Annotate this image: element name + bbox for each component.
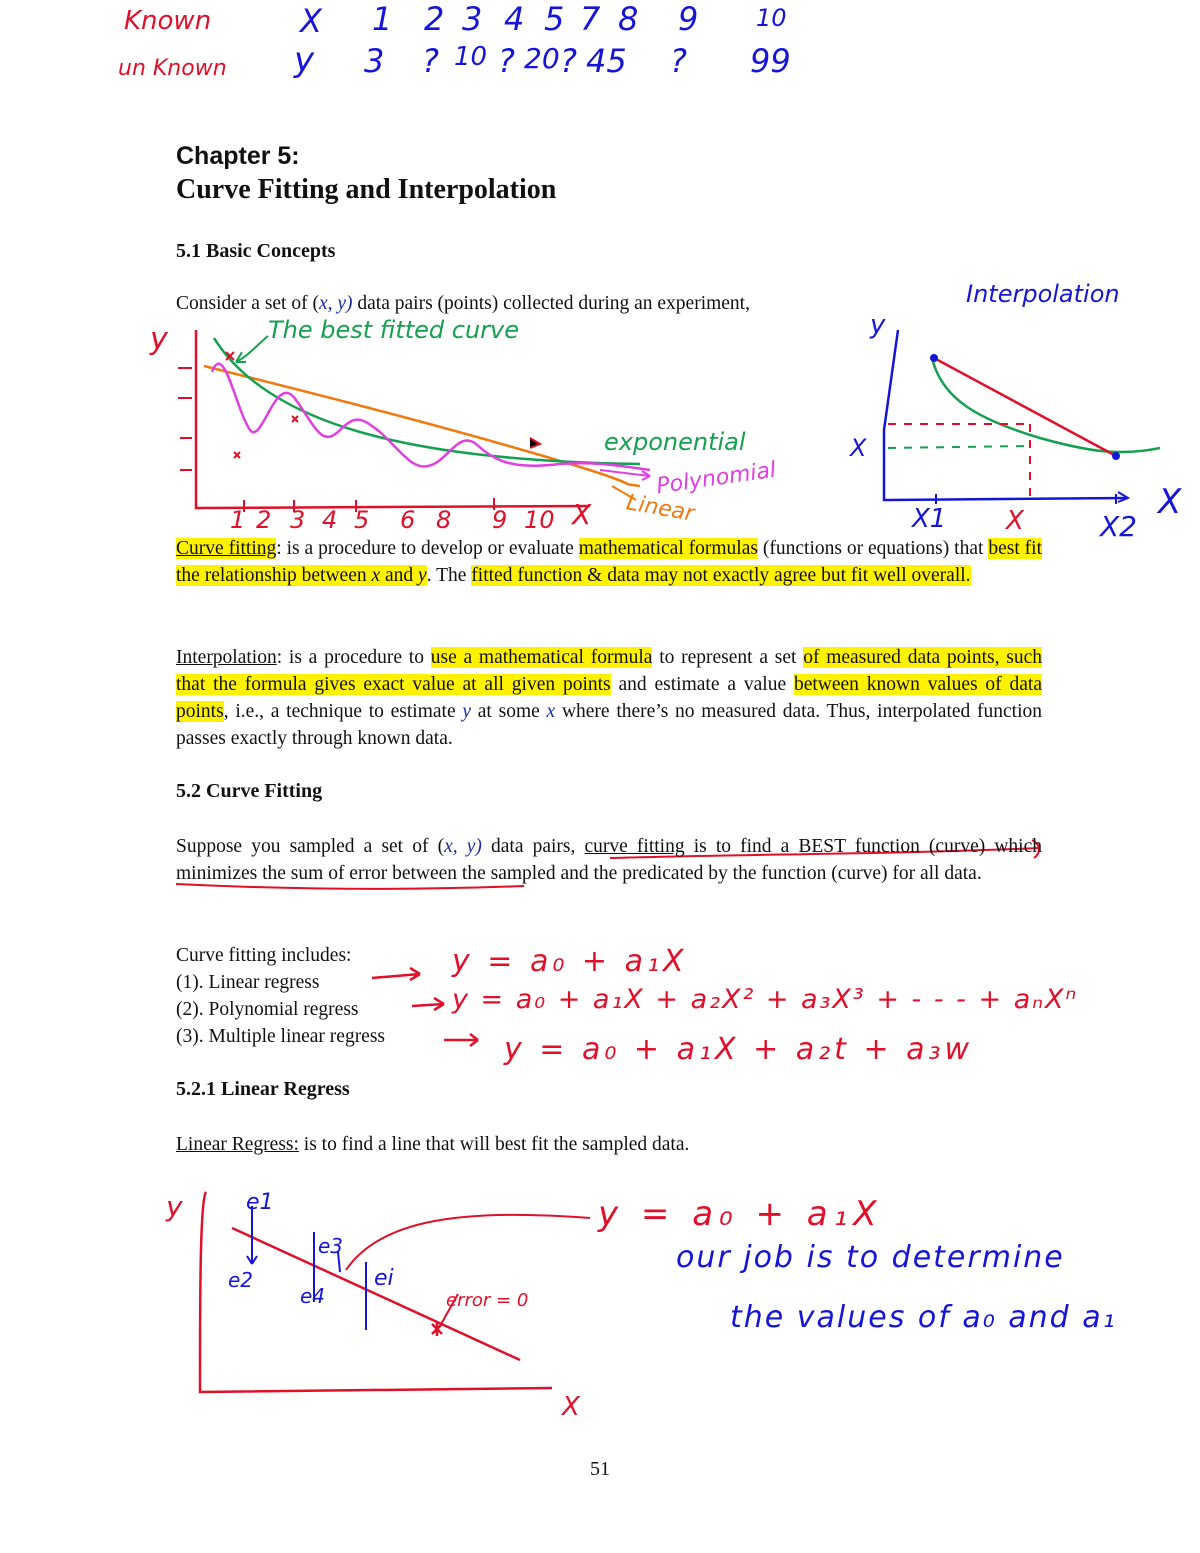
- fig3-x-label: X: [562, 1392, 580, 1422]
- y-value: ?: [422, 42, 439, 80]
- s52-xy: x, y): [444, 836, 482, 857]
- x-value: 4: [504, 0, 525, 38]
- def-highlight: fitted function & data may not exactly agree but fit well overall.: [471, 565, 971, 586]
- fig3-note-2: the values of a₀ and a₁: [730, 1300, 1117, 1335]
- fig1-x-label: X: [572, 498, 592, 531]
- fig2-x2: X2: [1100, 510, 1137, 543]
- list-item: (2). Polynomial regress: [176, 999, 359, 1020]
- y-value: 3: [364, 42, 385, 80]
- curve-fitting-term: Curve fitting: [176, 538, 277, 559]
- x-value: 3: [462, 0, 483, 38]
- fig1-annotation: The best fitted curve: [268, 316, 520, 344]
- fig3-e2: e2: [228, 1268, 254, 1292]
- chapter-number: Chapter 5:: [176, 142, 300, 170]
- fig2-x-label: X: [1158, 482, 1182, 522]
- table-x-label: X: [300, 2, 322, 40]
- def-text: at some: [471, 701, 547, 722]
- fig1-tick: 5: [354, 506, 370, 534]
- fig2-interp-line: [934, 358, 1116, 456]
- fig2-green-curve: [932, 358, 1160, 452]
- linear-regress-definition: [176, 1131, 689, 1158]
- intro-xy: x, y): [318, 293, 353, 314]
- fig2-x: X: [1006, 506, 1024, 536]
- fig1-tick: 1: [230, 506, 246, 534]
- x-value: 1: [372, 0, 393, 38]
- fig2-axes: [884, 330, 1128, 500]
- fig1-x-ticks-labels: [230, 506, 560, 536]
- def-text: : is a procedure to: [276, 647, 431, 668]
- x-value: 5: [544, 0, 565, 38]
- fig3-e3: e3: [318, 1234, 344, 1258]
- page-number: 51: [590, 1458, 610, 1480]
- section-5-2-heading: 5.2 Curve Fitting: [176, 780, 323, 802]
- known-label: Known: [124, 6, 212, 36]
- section-5-2-1-heading: 5.2.1 Linear Regress: [176, 1078, 350, 1100]
- intro-text: Consider a set of (: [176, 293, 319, 314]
- fig2-y-tick: X: [850, 434, 867, 462]
- linear-regress-text: is to find a line that will best fit the sampled data.: [298, 1134, 690, 1155]
- fig1-tick: 9: [492, 506, 508, 534]
- def-and: and: [380, 565, 419, 586]
- def-text: and estimate a value: [610, 674, 794, 695]
- s52-text: Suppose you sampled a set of (: [176, 836, 445, 857]
- fig1-tick: 10: [524, 506, 555, 534]
- fig1-exponential-curve: [214, 338, 640, 464]
- def-text: . The: [426, 565, 472, 586]
- list-item: (1). Linear regress: [176, 972, 320, 993]
- linear-regress-term: Linear Regress:: [176, 1134, 299, 1155]
- fig3-error-zero: error = 0: [446, 1290, 529, 1311]
- fig2-title: Interpolation: [966, 280, 1120, 308]
- fig3-e4: e4: [300, 1284, 326, 1308]
- def-highlight: of measured data points, such that the formula gives exact value at all given points: [176, 647, 1042, 695]
- def-highlight: use a mathematical formula: [430, 647, 653, 668]
- y-value: ?: [498, 42, 515, 80]
- def-text: , i.e., a technique to estimate: [223, 701, 463, 722]
- def-highlight-text: best fit the relationship between: [176, 538, 1042, 586]
- x-value: 9: [678, 0, 699, 38]
- equation-linear: y = a₀ + a₁X: [452, 944, 688, 979]
- def-x: x: [371, 565, 381, 586]
- fig1-legend-exponential: exponential: [604, 428, 746, 456]
- x-value: 10: [756, 4, 787, 32]
- fig3-zero-point: [432, 1322, 442, 1336]
- intro-text-post: data pairs (points) collected during an experiment,: [352, 293, 750, 314]
- fig3-y-label: y: [166, 1190, 183, 1223]
- y-value: 10: [454, 42, 488, 72]
- equation-multiple-linear: y = a₀ + a₁X + a₂t + a₃w: [504, 1032, 974, 1067]
- curve-fitting-includes: Curve fitting includes:: [176, 945, 352, 966]
- y-value: ?: [560, 42, 577, 80]
- interpolation-term: Interpolation: [176, 647, 277, 668]
- s52-text: data pairs,: [481, 836, 585, 857]
- fig2-point-1: [930, 354, 938, 362]
- fig2-y-label: y: [870, 310, 886, 340]
- fig3-arc-arrow: [346, 1215, 590, 1270]
- x-value: 8: [618, 0, 639, 38]
- def-y: y: [462, 701, 472, 722]
- x-value: 2: [424, 0, 445, 38]
- fig3-equation: y = a₀ + a₁X: [598, 1194, 883, 1234]
- x-value: 7: [580, 0, 601, 38]
- def-x: x: [546, 701, 556, 722]
- y-value: 20: [524, 42, 560, 75]
- table-y-label: y: [294, 40, 315, 80]
- s52-curve-fitting: curve fitting: [584, 836, 685, 857]
- def-text: to represent a set: [652, 647, 804, 668]
- fig2-point-2: [1112, 452, 1120, 460]
- def-highlight: between known values of data points: [176, 674, 1043, 722]
- def-text: : is a procedure to develop or evaluate: [276, 538, 579, 559]
- fig1-legend-linear: Linear: [624, 490, 697, 527]
- fig1-tick: 3: [290, 506, 306, 534]
- equation-polynomial: y = a₀ + a₁X + a₂X² + a₃X³ + - - - + aₙXⁿ: [452, 984, 1079, 1015]
- def-y: y: [418, 565, 427, 586]
- section-5-2-paragraph: [176, 833, 1042, 887]
- fig2-x1: X1: [912, 504, 947, 534]
- fig1-tick: 8: [436, 506, 452, 534]
- def-text: (functions or equations) that: [757, 538, 989, 559]
- fig1-y-ticks: [178, 368, 192, 470]
- unknown-label: un Known: [118, 56, 227, 81]
- def-text: where there’s no measured data. Thus, interpolated function passes exactly through known data.: [176, 701, 1043, 749]
- section-5-1-heading: 5.1 Basic Concepts: [176, 240, 336, 262]
- fig3-note-1: our job is to determine: [676, 1240, 1065, 1275]
- y-value: 99: [750, 42, 791, 80]
- fig1-y-label: y: [150, 322, 168, 357]
- curve-fitting-definition: [176, 535, 1042, 589]
- def-highlight: mathematical formulas: [578, 538, 758, 559]
- y-value: 45: [586, 42, 627, 80]
- chapter-title: Curve Fitting and Interpolation: [176, 174, 557, 205]
- fig1-y-axis: [196, 330, 590, 508]
- fig3-e1: e1: [246, 1190, 274, 1215]
- fig1-tick: 4: [322, 506, 338, 534]
- y-value: ?: [670, 42, 687, 80]
- s52-text: is to find a BEST function (curve) which minimizes the sum of error between the sampled and the predicated by the function (curve) for all data.: [176, 836, 1042, 884]
- fig2-dashed-guides: [888, 424, 1030, 496]
- fig1-tick: 2: [256, 506, 272, 534]
- fig1-polynomial-curve: [212, 364, 650, 470]
- fig1-tick: 6: [400, 506, 416, 534]
- fig1-linear-curve: [204, 366, 640, 486]
- fig1-annotation-arrow: [236, 336, 268, 362]
- interpolation-definition: [176, 644, 1042, 752]
- fig1-legend-polynomial: Polynomial: [654, 457, 778, 500]
- fig3-ei: ei: [374, 1266, 394, 1291]
- list-item: (3). Multiple linear regress: [176, 1026, 386, 1047]
